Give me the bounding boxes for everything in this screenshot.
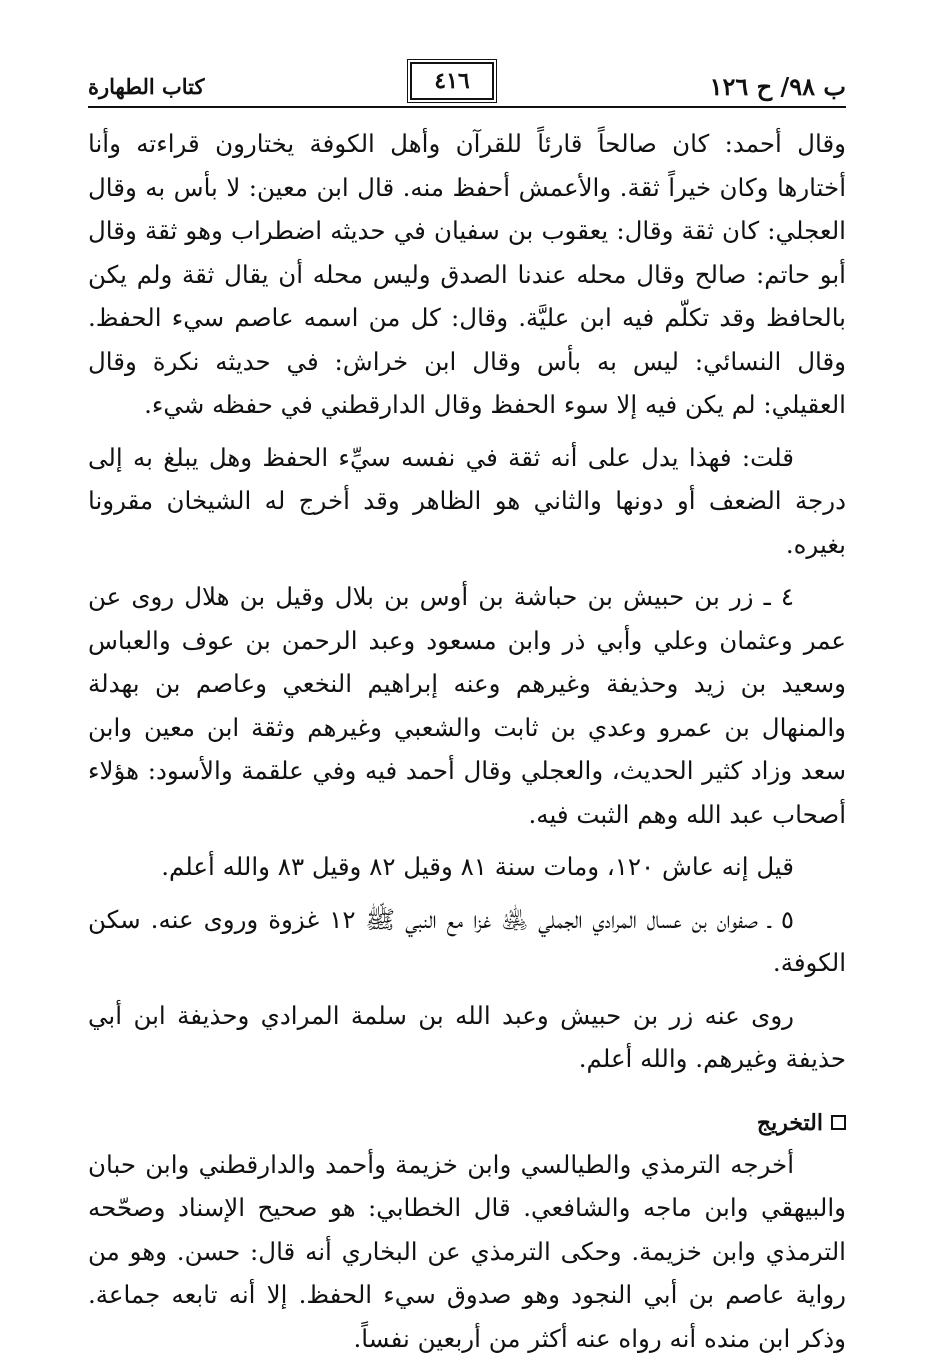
book-title: كتاب الطهارة bbox=[88, 74, 205, 99]
section-heading-takhrij bbox=[88, 1103, 846, 1143]
paragraph-author-comment: قلت: فهذا يدل على أنه ثقة في نفسه سيِّء الحفظ وهل يبلغ به إلى درجة الضعف أو دونها والثاني هو الظاهر وقد أخرج له الشيخان مقرونا بغيره. bbox=[88, 436, 846, 567]
square-box-icon bbox=[831, 1115, 846, 1130]
paragraph-narrator-5: ٥ ـ صفوان بن عسال المرادي الجملي ﵁ غزا مع النبي ﷺ ١٢ غزوة وروى عنه. سكن الكوفة. bbox=[88, 898, 846, 985]
paragraph-takhrij: أخرجه الترمذي والطيالسي وابن خزيمة وأحمد والدارقطني وابن حبان والبيهقي وابن ماجه والشافعي. قال الخطابي: هو صحيح الإسناد وصحّحه الترمذي وابن خزيمة. وحكى الترمذي عن البخاري أنه قال: حسن. وهو من رواية عاصم بن أبي النجود وهو صدوق سيء الحفظ. إلا أنه تابعه جماعة. وذكر ابن منده أنه رواه عنه أكثر من أربعين نفساً. bbox=[88, 1143, 846, 1360]
paragraph-narrator-4: ٤ ـ زر بن حبيش بن حباشة بن أوس بن بلال وقيل بن هلال روى عن عمر وعثمان وعلي وأبي ذر وابن مسعود وعبد الرحمن بن عوف والعباس وسعيد بن زيد وحذيفة وغيرهم وعنه إبراهيم النخعي وعاصم بن بهدلة والمنهال بن عمرو وعدي بن ثابت والشعبي وغيرهم وثقة ابن معين وابن سعد وزاد كثير الحديث، والعجلي وقال أحمد فيه وفي علقمة والأسود: هؤلاء أصحاب عبد الله وهم الثبت فيه. bbox=[88, 575, 846, 836]
hadith-reference: ب ٩٨/ ح ١٢٦ bbox=[710, 72, 846, 101]
page bbox=[88, 62, 846, 1322]
page-header bbox=[88, 62, 846, 108]
page-number: ٤١٦ bbox=[410, 62, 494, 100]
paragraph-death-date: قيل إنه عاش ١٢٠، ومات سنة ٨١ وقيل ٨٢ وقيل ٨٣ والله أعلم. bbox=[88, 845, 846, 889]
section-title: التخريج bbox=[757, 1103, 823, 1143]
page-body bbox=[88, 108, 846, 1360]
paragraph-narrated-from: روى عنه زر بن حبيش وعبد الله بن سلمة المرادي وحذيفة ابن أبي حذيفة وغيرهم. والله أعلم. bbox=[88, 994, 846, 1081]
paragraph-narrator-criticism: وقال أحمد: كان صالحاً قارئاً للقرآن وأهل الكوفة يختارون قراءته وأنا أختارها وكان خيراً ثقة. والأعمش أحفظ منه. قال ابن معين: لا بأس به وقال العجلي: كان ثقة وقال: يعقوب بن سفيان في حديثه اضطراب وهو ثقة وقال أبو حاتم: صالح وقال محله عندنا الصدق وليس محله أن يقال ثقة ولم يكن بالحافظ وقد تكلّم فيه ابن عليَّة. وقال: كل من اسمه عاصم سيء الحفظ. وقال النسائي: ليس به بأس وقال ابن خراش: في حديثه نكرة وقال العقيلي: لم يكن فيه إلا سوء الحفظ وقال الدارقطني في حفظه شيء. bbox=[88, 122, 846, 427]
